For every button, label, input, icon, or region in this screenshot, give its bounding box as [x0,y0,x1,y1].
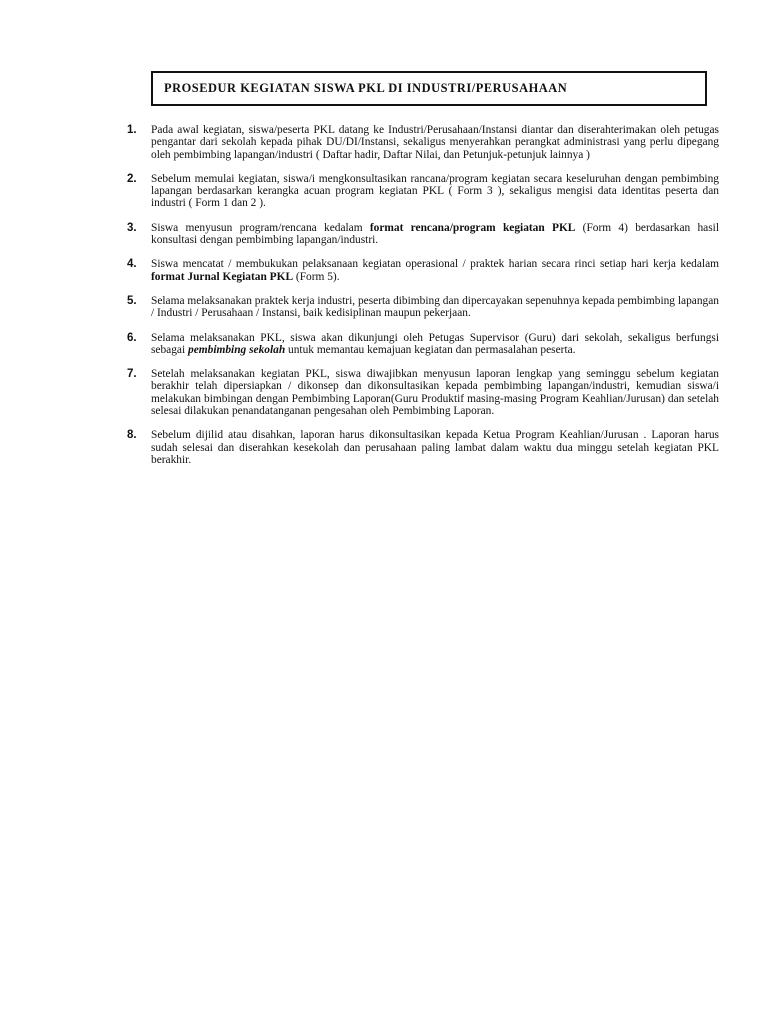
item-text [151,173,719,210]
item-number: 4. [127,258,137,271]
list-item [127,368,719,417]
body-text: (Form 4) berdasarkan hasil konsultasi dengan pembimbing lapangan/industri. [151,221,719,247]
body-text: Siswa menyusun program/rencana kedalam [151,221,370,234]
body-text: Pada awal kegiatan, siswa/peserta PKL datang ke Industri/Perusahaan/Instansi diantar dan diserahterimakan oleh petugas pengantar dari sekolah kepada pihak DU/DI/Instansi, sekaligus menyerahkan perangkat administrasi yang perlu dipegang oleh pembimbing lapangan/industri ( Daftar hadir, Daftar Nilai, dan Petunjuk-petunjuk lainnya ) [151,124,719,161]
item-text [151,332,719,357]
emphasized-text: pembimbing sekolah [188,343,286,356]
body-text: (Form 5). [293,270,340,283]
body-text: untuk memantau kemajuan kegiatan dan permasalahan peserta. [285,343,576,356]
procedure-list [127,124,719,478]
item-text [151,295,719,320]
item-text [151,368,719,417]
body-text: Siswa mencatat / membukukan pelaksanaan kegiatan operasional / praktek harian secara rinci setiap hari kerja kedalam [151,258,719,271]
list-item [127,258,719,283]
emphasized-text: format rencana/program kegiatan PKL [369,221,576,234]
item-number: 3. [127,221,137,234]
item-text [151,124,719,161]
list-item [127,124,719,161]
item-number: 8. [127,429,137,442]
emphasized-text: format Jurnal Kegiatan PKL [151,270,294,283]
item-text [151,222,719,247]
item-number: 7. [127,368,137,381]
list-item [127,332,719,357]
item-text [151,429,719,466]
page-title: PROSEDUR KEGIATAN SISWA PKL DI INDUSTRI/PERUSAHAAN [164,81,568,95]
body-text: Setelah melaksanakan kegiatan PKL, siswa diwajibkan menyusun laporan lengkap yang seminggu sebelum kegiatan berakhir telah dipersiapkan / dikonsep dan dikonsultasikan kepada pembimbing lapangan/industri, kemudian siswa/i melakukan bimbingan dengan Pembimbing Laporan(Guru Produktif masing-masing Program Keahlian/Jurusan) dan setelah selesai dilakukan penandatanganan pengesahan oleh Pembimbing Laporan. [151,368,719,418]
list-item [127,295,719,320]
item-number: 6. [127,331,137,344]
body-text: Selama melaksanakan PKL, siswa akan dikunjungi oleh Petugas Supervisor (Guru) dari sekolah, sekaligus berfungsi sebagai [151,331,719,356]
item-number: 1. [127,124,137,136]
list-item [127,222,719,247]
body-text: Selama melaksanakan praktek kerja industri, peserta dibimbing dan dipercayakan sepenuhnya kepada pembimbing lapangan / Industri / Perusahaan / Instansi, baik kedisiplinan maupun pekerjaan. [151,294,719,320]
body-text: Sebelum dijilid atau disahkan, laporan harus dikonsultasikan kepada Ketua Program Keahlian/Jurusan . Laporan harus sudah selesai dan diserahkan kesekolah dan perusahaan paling lambat dalam waktu dua minggu setelah kegiatan PKL berakhir. [151,429,719,466]
item-text [151,258,719,283]
item-number: 5. [127,294,137,307]
item-number: 2. [127,172,137,185]
body-text: Sebelum memulai kegiatan, siswa/i mengkonsultasikan rancana/program kegiatan secara keseluruhan dengan pembimbing lapangan berdasarkan kerangka acuan program kegiatan PKL ( Form 3 ), sekaligus mengisi data identitas peserta dan industri ( Form 1 dan 2 ). [151,172,719,210]
list-item [127,429,719,466]
list-item [127,173,719,210]
title-box [151,71,707,106]
